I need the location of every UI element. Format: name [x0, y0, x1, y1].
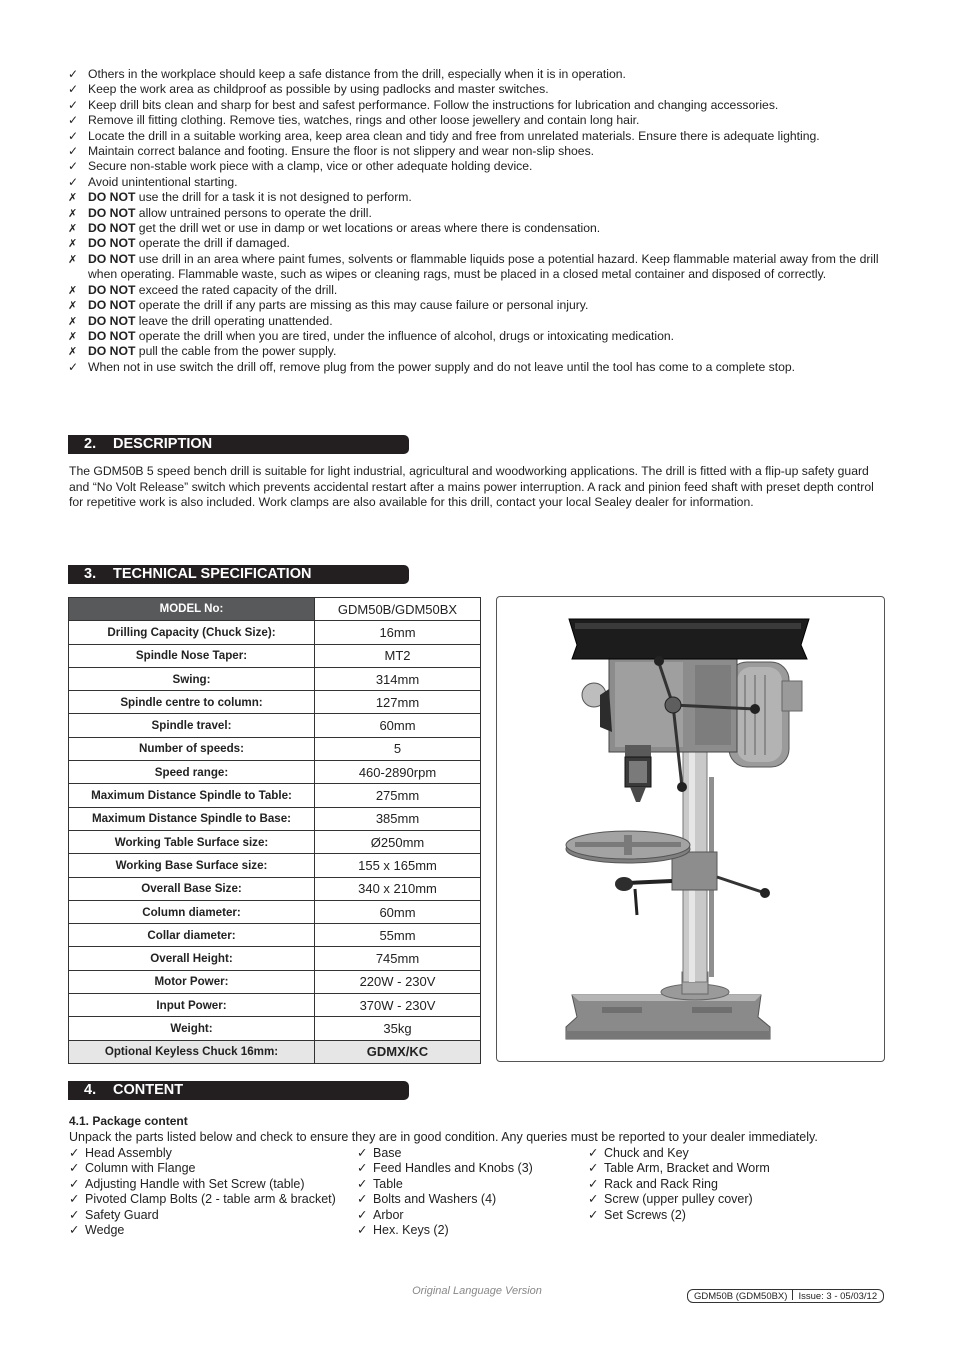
product-image-frame — [496, 596, 885, 1062]
check-icon: ✓ — [588, 1207, 599, 1222]
check-icon: ✓ — [69, 1192, 80, 1207]
safety-item — [68, 314, 888, 329]
spec-row — [69, 1040, 481, 1063]
safety-text: Keep drill bits clean and sharp for best and safest performance. Follow the instructions for lubrication and changing accessories. — [88, 97, 779, 112]
spec-row — [69, 761, 481, 784]
spec-header-row — [69, 598, 481, 621]
spec-value: 745mm — [315, 947, 481, 970]
package-list-col1 — [69, 1146, 336, 1238]
safety-text: operate the drill when you are tired, under the influence of alcohol, drugs or intoxicating medication. — [135, 328, 675, 343]
package-item — [588, 1161, 770, 1176]
spec-row — [69, 807, 481, 830]
spec-label: Spindle centre to column: — [69, 691, 315, 714]
spec-row — [69, 784, 481, 807]
section-content-header — [68, 1081, 409, 1100]
safety-text: use the drill for a task it is not designed to perform. — [135, 190, 412, 205]
spec-label: Overall Height: — [69, 947, 315, 970]
package-item — [357, 1177, 533, 1192]
check-icon: ✓ — [68, 359, 79, 374]
safety-text: get the drill wet or use in damp or wet locations or areas where there is condensation. — [135, 221, 601, 236]
footer-issue-box — [687, 1289, 884, 1303]
spec-row — [69, 947, 481, 970]
safety-text: Maintain correct balance and footing. Ensure the floor is not slippery and wear non-slip shoes. — [88, 144, 595, 159]
spec-label: Optional Keyless Chuck 16mm: — [69, 1040, 315, 1063]
check-icon: ✓ — [68, 82, 79, 97]
check-icon: ✓ — [69, 1207, 80, 1222]
safety-item — [68, 360, 888, 375]
package-content-intro: Unpack the parts listed below and check to ensure they are in good condition. Any queries must be reported to your dealer immediately. — [69, 1130, 818, 1144]
spec-value: 460-2890rpm — [315, 761, 481, 784]
spec-value: 340 x 210mm — [315, 877, 481, 900]
check-icon: ✓ — [588, 1161, 599, 1176]
package-item-label: Safety Guard — [85, 1207, 159, 1222]
safety-item — [68, 221, 888, 236]
package-item-label: Base — [373, 1146, 402, 1160]
section-title: CONTENT — [113, 1082, 184, 1098]
check-icon: ✓ — [68, 113, 79, 128]
spec-row — [69, 924, 481, 947]
spec-value: 5 — [315, 737, 481, 760]
safety-item — [68, 175, 888, 190]
package-item-label: Bolts and Washers (4) — [373, 1192, 497, 1207]
safety-text: Others in the workplace should keep a safe distance from the drill, especially when it is in operation. — [88, 67, 626, 81]
safety-text: Locate the drill in a suitable working area, keep area clean and tidy and free from unrelated materials. Ensure there is adequate lighting. — [88, 128, 820, 143]
spec-value: 385mm — [315, 807, 481, 830]
package-item-label: Table Arm, Bracket and Worm — [604, 1161, 770, 1176]
spec-value: MT2 — [315, 644, 481, 667]
spec-value: 127mm — [315, 691, 481, 714]
spec-value: 275mm — [315, 784, 481, 807]
check-icon: ✓ — [68, 128, 79, 143]
section-number: 2. — [84, 436, 97, 452]
footer-language: Original Language Version — [412, 1285, 542, 1297]
cross-icon: ✗ — [68, 315, 78, 328]
section-description-header — [68, 435, 409, 454]
bench-drill-image — [497, 597, 884, 1061]
spec-value: 370W - 230V — [315, 994, 481, 1017]
safety-item — [68, 344, 888, 359]
safety-list — [68, 67, 888, 375]
check-icon: ✓ — [357, 1161, 368, 1176]
package-item — [357, 1146, 533, 1161]
safety-text: When not in use switch the drill off, remove plug from the power supply and do not leave until the tool has come to a complete stop. — [88, 359, 796, 374]
spec-label: Column diameter: — [69, 900, 315, 923]
safety-emphasis: DO NOT — [88, 282, 136, 297]
spec-label: Maximum Distance Spindle to Table: — [69, 784, 315, 807]
spec-row — [69, 970, 481, 993]
safety-text: allow untrained persons to operate the drill. — [135, 205, 372, 220]
spec-value: 60mm — [315, 900, 481, 923]
package-item-label: Arbor — [373, 1207, 404, 1222]
package-item-label: Hex. Keys (2) — [373, 1223, 449, 1238]
safety-text: Secure non-stable work piece with a clamp, vice or other adequate holding device. — [88, 159, 533, 174]
check-icon: ✓ — [357, 1176, 368, 1191]
safety-emphasis: DO NOT — [88, 205, 136, 220]
safety-text: use drill in an area where paint fumes, solvents or flammable liquids pose a potential hazard. Keep flammable material away from the drill when operating. Flammable waste, such as wipes or cleaning rags, must be placed in a closed metal container and disposed of correctly. — [88, 251, 879, 282]
safety-item — [68, 236, 888, 251]
check-icon: ✓ — [69, 1176, 80, 1191]
spec-label: Speed range: — [69, 761, 315, 784]
safety-item — [68, 329, 888, 344]
footer-issue: Issue: 3 - 05/03/12 — [798, 1291, 878, 1302]
package-item — [69, 1177, 336, 1192]
safety-text: operate the drill if any parts are missing as this may cause failure or personal injury. — [135, 298, 589, 313]
spec-row — [69, 900, 481, 923]
spec-row — [69, 667, 481, 690]
check-icon: ✓ — [357, 1207, 368, 1222]
section-title: DESCRIPTION — [113, 436, 213, 452]
safety-text: Keep the work area as childproof as possible by using padlocks and master switches. — [88, 82, 549, 97]
safety-item — [68, 144, 888, 159]
check-icon: ✓ — [357, 1223, 368, 1238]
spec-label: Spindle Nose Taper: — [69, 644, 315, 667]
package-item — [357, 1223, 533, 1238]
spec-value: 155 x 165mm — [315, 854, 481, 877]
safety-emphasis: DO NOT — [88, 328, 136, 343]
safety-text: leave the drill operating unattended. — [135, 313, 333, 328]
check-icon: ✓ — [588, 1146, 599, 1160]
safety-item — [68, 98, 888, 113]
safety-emphasis: DO NOT — [88, 236, 136, 251]
package-item-label: Wedge — [85, 1223, 125, 1238]
safety-emphasis: DO NOT — [88, 313, 136, 328]
spec-label: Overall Base Size: — [69, 877, 315, 900]
check-icon: ✓ — [588, 1192, 599, 1207]
cross-icon: ✗ — [68, 223, 78, 236]
spec-row — [69, 994, 481, 1017]
package-item — [357, 1192, 533, 1207]
safety-item — [68, 67, 888, 82]
spec-row — [69, 714, 481, 737]
spec-value: Ø250mm — [315, 830, 481, 853]
spec-label: Number of speeds: — [69, 737, 315, 760]
check-icon: ✓ — [68, 144, 79, 159]
safety-item — [68, 113, 888, 128]
spec-row — [69, 1017, 481, 1040]
spec-row — [69, 830, 481, 853]
safety-item — [68, 206, 888, 221]
check-icon: ✓ — [68, 159, 79, 174]
cross-icon: ✗ — [68, 253, 78, 266]
safety-item — [68, 283, 888, 298]
package-item — [588, 1146, 770, 1161]
check-icon: ✓ — [357, 1146, 368, 1160]
package-item — [357, 1208, 533, 1223]
spec-value: 16mm — [315, 621, 481, 644]
footer-model: GDM50B (GDM50BX) — [694, 1291, 788, 1302]
spec-value: 60mm — [315, 714, 481, 737]
spec-row — [69, 691, 481, 714]
section-number: 3. — [84, 566, 97, 582]
spec-row — [69, 621, 481, 644]
package-item — [69, 1146, 336, 1161]
spec-row — [69, 737, 481, 760]
safety-item — [68, 298, 888, 313]
cross-icon: ✗ — [68, 238, 78, 251]
safety-text: pull the cable from the power supply. — [135, 344, 337, 359]
spec-label: Drilling Capacity (Chuck Size): — [69, 621, 315, 644]
safety-emphasis: DO NOT — [88, 251, 136, 266]
safety-text: Avoid unintentional starting. — [88, 174, 238, 189]
spec-value: 55mm — [315, 924, 481, 947]
section-number: 4. — [84, 1082, 97, 1098]
spec-label: Motor Power: — [69, 970, 315, 993]
cross-icon: ✗ — [68, 284, 78, 297]
package-item-label: Table — [373, 1176, 403, 1191]
section-specification-header — [68, 565, 409, 584]
safety-item — [68, 129, 888, 144]
spec-label: Input Power: — [69, 994, 315, 1017]
spec-label: Maximum Distance Spindle to Base: — [69, 807, 315, 830]
check-icon: ✓ — [69, 1161, 80, 1176]
spec-label: Spindle travel: — [69, 714, 315, 737]
spec-value: GDMX/KC — [315, 1040, 481, 1063]
package-item — [69, 1223, 336, 1238]
safety-item — [68, 252, 888, 283]
section-title: TECHNICAL SPECIFICATION — [113, 566, 312, 582]
package-item — [69, 1161, 336, 1176]
check-icon: ✓ — [357, 1192, 368, 1207]
package-item-label: Column with Flange — [85, 1161, 196, 1176]
cross-icon: ✗ — [68, 192, 78, 205]
spec-label: Weight: — [69, 1017, 315, 1040]
package-item-label: Rack and Rack Ring — [604, 1176, 718, 1191]
spec-value: 314mm — [315, 667, 481, 690]
spec-row — [69, 644, 481, 667]
package-content-title: 4.1. Package content — [69, 1114, 188, 1128]
cross-icon: ✗ — [68, 346, 78, 359]
spec-value: 220W - 230V — [315, 970, 481, 993]
spec-value: GDM50B/GDM50BX — [315, 598, 481, 621]
spec-row — [69, 854, 481, 877]
safety-item — [68, 159, 888, 174]
spec-label: Collar diameter: — [69, 924, 315, 947]
check-icon: ✓ — [68, 174, 79, 189]
package-item-label: Feed Handles and Knobs (3) — [373, 1161, 533, 1176]
safety-emphasis: DO NOT — [88, 221, 136, 236]
check-icon: ✓ — [588, 1176, 599, 1191]
package-item — [588, 1177, 770, 1192]
spec-row — [69, 877, 481, 900]
spec-label: Working Base Surface size: — [69, 854, 315, 877]
safety-item — [68, 190, 888, 205]
check-icon: ✓ — [68, 67, 79, 81]
package-item-label: Chuck and Key — [604, 1146, 689, 1160]
footer-divider — [792, 1290, 793, 1300]
check-icon: ✓ — [69, 1223, 80, 1238]
cross-icon: ✗ — [68, 300, 78, 313]
description-text: The GDM50B 5 speed bench drill is suitable for light industrial, agricultural and woodworking applications. The drill is fitted with a flip-up safety guard and “No Volt Release” switch which prevents accidental restart after a mains power interruption. A rack and pinion feed shaft with preset depth control for repetitive work is also included. Work clamps are also available for this drill, contact your local Sealey dealer for information. — [69, 464, 874, 510]
package-item-label: Set Screws (2) — [604, 1207, 686, 1222]
spec-label: Swing: — [69, 667, 315, 690]
package-item-label: Adjusting Handle with Set Screw (table) — [85, 1176, 305, 1191]
package-item — [69, 1208, 336, 1223]
specification-table — [68, 597, 481, 1064]
spec-label: Working Table Surface size: — [69, 830, 315, 853]
cross-icon: ✗ — [68, 207, 78, 220]
safety-text: operate the drill if damaged. — [135, 236, 290, 251]
package-item-label: Screw (upper pulley cover) — [604, 1192, 753, 1207]
package-item-label: Head Assembly — [85, 1146, 172, 1160]
cross-icon: ✗ — [68, 330, 78, 343]
spec-label: MODEL No: — [69, 598, 315, 621]
safety-text: Remove ill fitting clothing. Remove ties, watches, rings and other loose jewellery and contain long hair. — [88, 113, 640, 128]
package-list-col3 — [588, 1146, 770, 1223]
package-item — [69, 1192, 336, 1207]
package-item-label: Pivoted Clamp Bolts (2 - table arm & bracket) — [85, 1192, 336, 1207]
spec-value: 35kg — [315, 1017, 481, 1040]
check-icon: ✓ — [69, 1146, 80, 1160]
check-icon: ✓ — [68, 97, 79, 112]
safety-emphasis: DO NOT — [88, 344, 136, 359]
package-item — [588, 1192, 770, 1207]
package-list-col2 — [357, 1146, 533, 1238]
safety-emphasis: DO NOT — [88, 298, 136, 313]
safety-emphasis: DO NOT — [88, 190, 136, 205]
package-item — [357, 1161, 533, 1176]
package-item — [588, 1208, 770, 1223]
safety-text: exceed the rated capacity of the drill. — [135, 282, 338, 297]
safety-item — [68, 82, 888, 97]
